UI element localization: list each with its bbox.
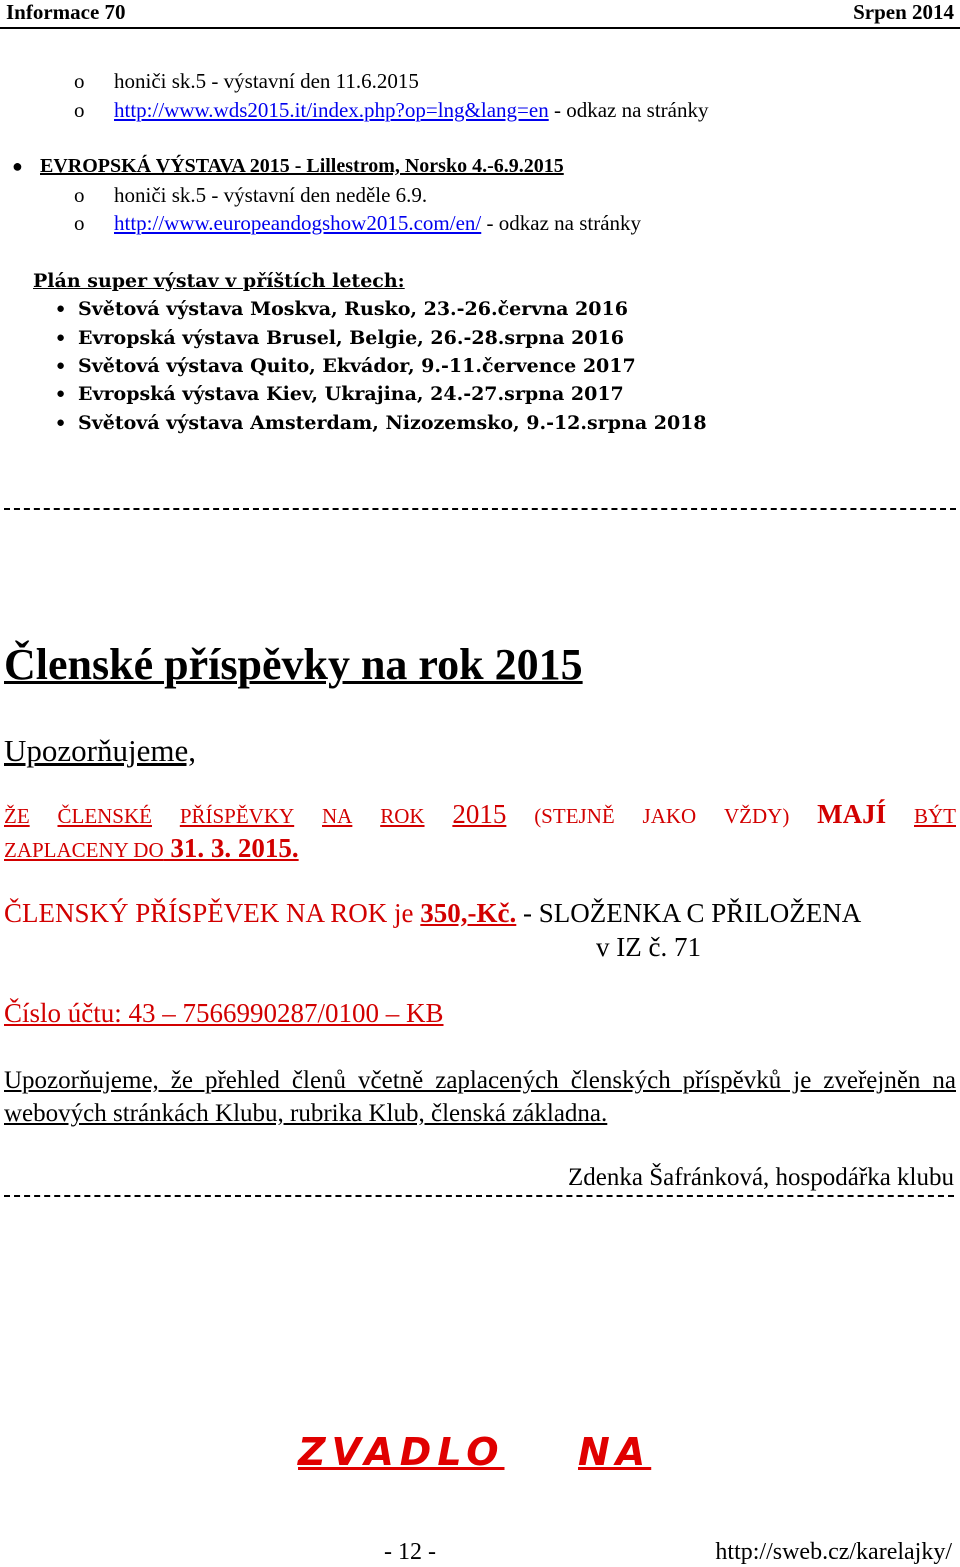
plan-title: Plán super výstav v příštích letech: xyxy=(33,270,405,292)
bullet-dot: ● xyxy=(56,330,66,346)
notice-word: NA xyxy=(322,804,353,828)
bullet-dot: ● xyxy=(56,415,66,431)
signature: Zdenka Šafránková, hospodářka klubu xyxy=(568,1164,954,1191)
amount-prefix: ČLENSKÝ PŘÍSPĚVEK NA ROK je xyxy=(4,898,421,928)
euro-show-title: EVROPSKÁ VÝSTAVA 2015 - Lillestrom, Norsko 4.-6.9.2015 xyxy=(40,155,564,177)
wds2015-link[interactable]: http://www.wds2015.it/index.php?op=lng&lang=en xyxy=(114,98,549,122)
notice-paid-by: ZAPLACENY DO xyxy=(4,838,164,862)
euro-item-1: honiči sk.5 - výstavní den neděle 6.9. xyxy=(114,183,428,207)
bullet-dot: ● xyxy=(56,358,66,374)
page-number: - 12 - xyxy=(384,1539,436,1565)
notice-word: VŽDY) xyxy=(724,804,790,828)
dashed-divider xyxy=(4,1195,954,1197)
plan-item-5: Světová výstava Amsterdam, Nizozemsko, 9.-12.srpna 2018 xyxy=(78,412,707,434)
intro-item-1: honiči sk.5 - výstavní den 11.6.2015 xyxy=(114,69,419,93)
fees-amount-suffix2: v IZ č. 71 xyxy=(596,932,701,962)
amount-value: 350,-Kč. xyxy=(420,898,517,928)
invitation-word-2: NA xyxy=(578,1430,652,1474)
euro-bullet-1: o xyxy=(74,183,85,207)
plan-item-1: Světová výstava Moskva, Rusko, 23.-26.června 2016 xyxy=(78,298,628,320)
dashed-divider xyxy=(4,508,956,510)
fees-notice-line1 xyxy=(4,798,956,832)
fees-paragraph: Upozorňujeme, že přehled členů včetně zaplacených členských příspěvků je zveřejněn na webových stránkách Klubu, rubrika Klub, členská základna. xyxy=(4,1067,956,1127)
footer-url[interactable]: http://sweb.cz/karelajky/ xyxy=(715,1539,952,1565)
notice-word: ROK xyxy=(380,804,425,828)
bullet-dot: ● xyxy=(56,301,66,317)
fees-title: Členské příspěvky na rok 2015 xyxy=(4,640,583,689)
notice-word: (STEJNĚ xyxy=(534,804,615,828)
notice-word: BÝT xyxy=(914,804,956,828)
header-date: Srpen 2014 xyxy=(853,0,954,24)
notice-word: MAJÍ xyxy=(817,799,887,829)
notice-word: ŽE xyxy=(4,804,30,828)
intro-bullet-2: o xyxy=(74,98,85,122)
bullet-dot: ● xyxy=(12,156,23,176)
notice-word: JAKO xyxy=(642,804,697,828)
header-rule xyxy=(0,27,960,29)
intro-item-2 xyxy=(114,97,709,123)
euro-item-2 xyxy=(114,210,641,236)
link-suffix: - odkaz na stránky xyxy=(548,98,709,122)
invitation-word-1: ZVADLO xyxy=(298,1430,505,1474)
fees-amount-line xyxy=(4,897,861,929)
bullet-dot: ● xyxy=(56,386,66,402)
notice-word: ČLENSKÉ xyxy=(57,804,152,828)
link-suffix: - odkaz na stránky xyxy=(481,211,642,235)
plan-item-2: Evropská výstava Brusel, Belgie, 26.-28.srpna 2016 xyxy=(78,327,625,349)
plan-item-4: Evropská výstava Kiev, Ukrajina, 24.-27.srpna 2017 xyxy=(78,383,624,405)
intro-bullet-1: o xyxy=(74,69,85,93)
plan-item-3: Světová výstava Quito, Ekvádor, 9.-11.července 2017 xyxy=(78,355,636,377)
notice-word: 2015 xyxy=(452,799,507,829)
account-number: Číslo účtu: 43 – 7566990287/0100 – KB xyxy=(4,998,444,1028)
fees-subtitle: Upozorňujeme, xyxy=(4,733,196,768)
europeandogshow-link[interactable]: http://www.europeandogshow2015.com/en/ xyxy=(114,211,482,235)
amount-suffix: - SLOŽENKA C PŘILOŽENA xyxy=(516,898,862,928)
notice-word: PŘÍSPĚVKY xyxy=(179,804,295,828)
fees-notice-line2 xyxy=(4,832,299,866)
notice-deadline: 31. 3. 2015. xyxy=(163,833,299,863)
header-title: Informace 70 xyxy=(6,0,126,24)
euro-bullet-2: o xyxy=(74,211,85,235)
